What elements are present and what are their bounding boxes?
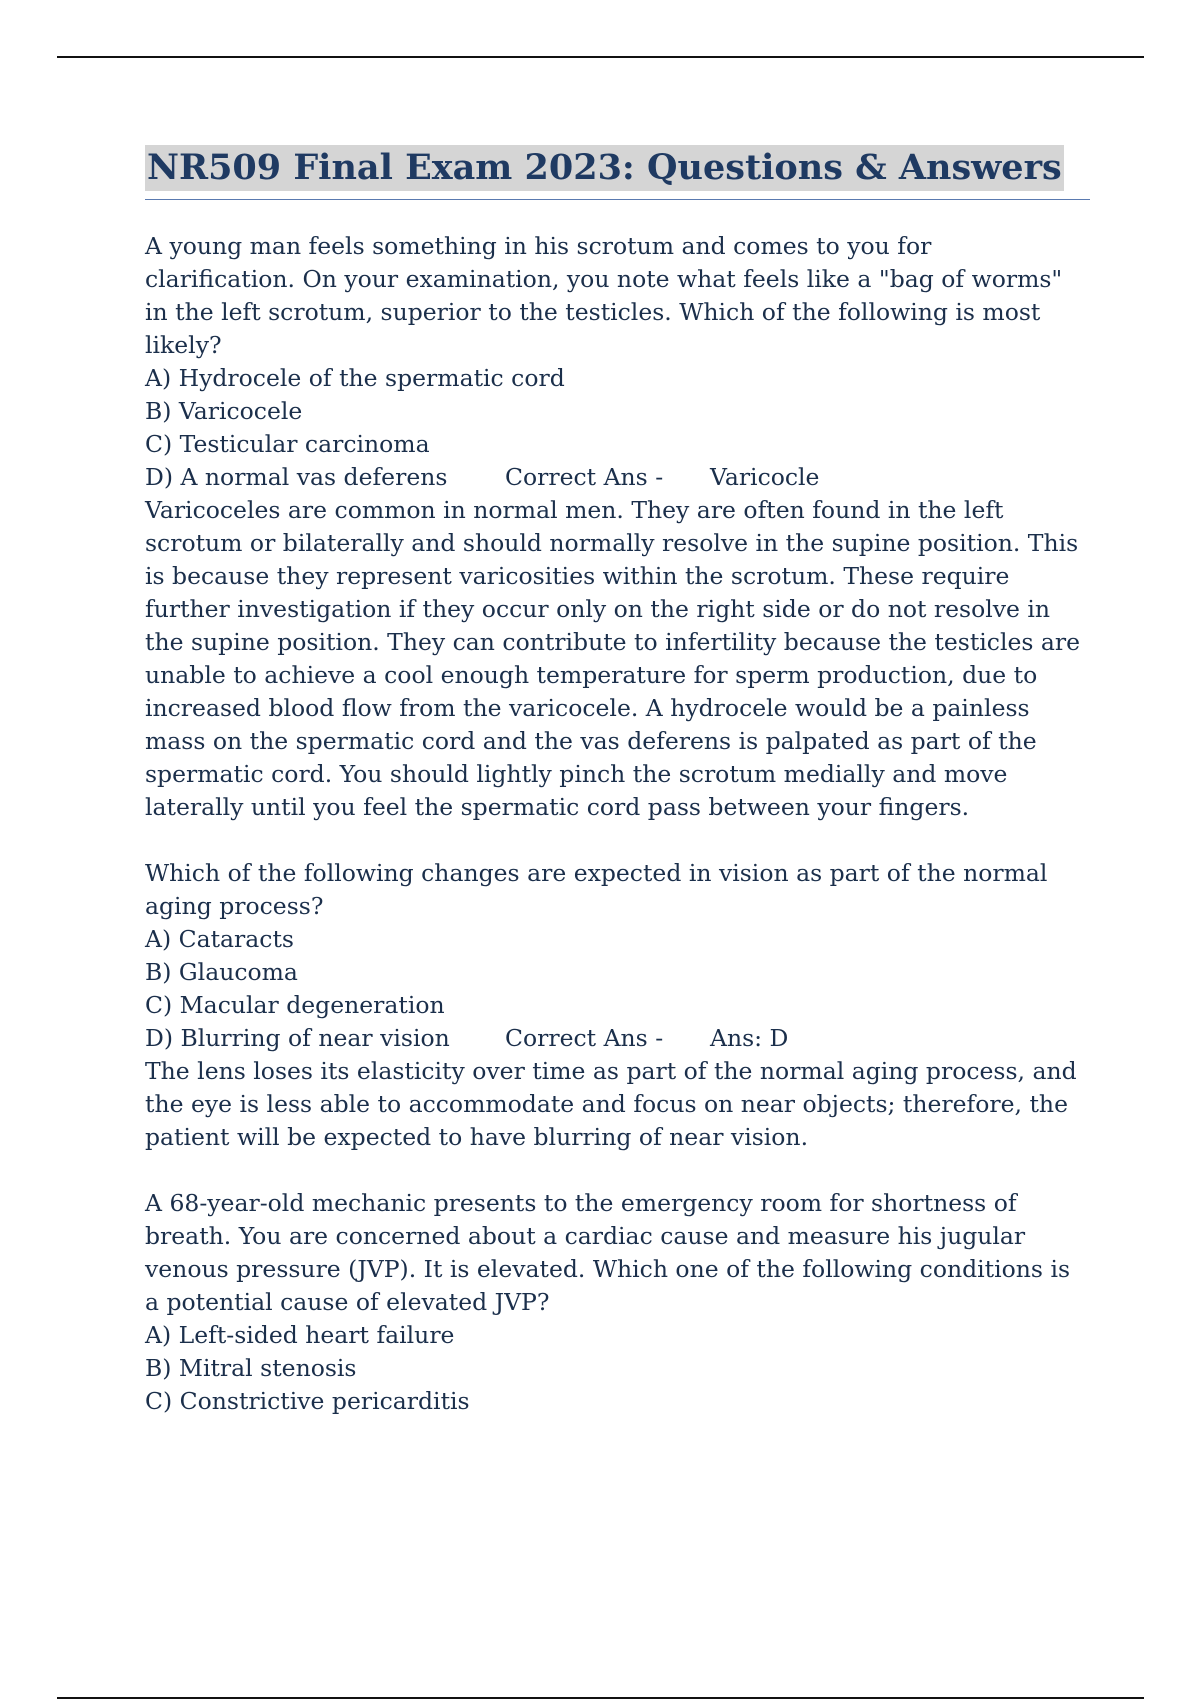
document-page xyxy=(145,145,1090,1451)
question-3 xyxy=(145,1187,1090,1418)
question-1-explanation-line: laterally until you feel the spermatic cord pass between your fingers. xyxy=(145,793,970,821)
question-1-explanation-line: mass on the spermatic cord and the vas deferens is palpated as part of the xyxy=(145,727,1037,755)
question-3-stem-line: venous pressure (JVP). It is elevated. Which one of the following conditions is xyxy=(145,1255,1071,1283)
question-1 xyxy=(145,230,1090,824)
question-2-answer-value: Ans: D xyxy=(710,1024,789,1052)
question-1-explanation-line: Varicoceles are common in normal men. They are often found in the left xyxy=(145,496,1004,524)
question-2-option-c: C) Macular degeneration xyxy=(145,991,445,1019)
question-2-stem-line: Which of the following changes are expected in vision as part of the normal xyxy=(145,859,1048,887)
question-1-explanation-line: spermatic cord. You should lightly pinch the scrotum medially and move xyxy=(145,760,1008,788)
page-top-rule xyxy=(57,56,1144,58)
question-1-option-c: C) Testicular carcinoma xyxy=(145,430,430,458)
question-1-stem-line: in the left scrotum, superior to the testicles. Which of the following is most xyxy=(145,298,1041,326)
question-3-stem-line: a potential cause of elevated JVP? xyxy=(145,1288,550,1316)
question-1-option-a: A) Hydrocele of the spermatic cord xyxy=(145,364,565,392)
question-1-stem-line: likely? xyxy=(145,331,222,359)
question-3-option-c: C) Constrictive pericarditis xyxy=(145,1387,470,1415)
question-2-stem-line: aging process? xyxy=(145,892,324,920)
question-1-answer-row xyxy=(145,461,1090,494)
question-1-stem-line: A young man feels something in his scrotum and comes to you for xyxy=(145,232,932,260)
question-1-stem-line: clarification. On your examination, you note what feels like a "bag of worms" xyxy=(145,265,1063,293)
question-2-explanation-line: the eye is less able to accommodate and focus on near objects; therefore, the xyxy=(145,1090,1068,1118)
question-2-option-d: D) Blurring of near vision xyxy=(145,1024,450,1052)
title-block xyxy=(145,145,1090,200)
question-1-answer-value: Varicocle xyxy=(710,463,820,491)
question-2 xyxy=(145,857,1090,1154)
question-1-explanation-line: scrotum or bilaterally and should normally resolve in the supine position. This xyxy=(145,529,1079,557)
question-2-explanation-line: The lens loses its elasticity over time as part of the normal aging process, and xyxy=(145,1057,1077,1085)
question-2-option-a: A) Cataracts xyxy=(145,925,294,953)
question-1-answer-label: Correct Ans - xyxy=(505,463,664,491)
question-1-explanation-line: is because they represent varicosities within the scrotum. These require xyxy=(145,562,1010,590)
question-1-option-d: D) A normal vas deferens xyxy=(145,463,448,491)
page-bottom-rule xyxy=(57,1697,1144,1699)
question-2-option-b: B) Glaucoma xyxy=(145,958,298,986)
question-3-option-a: A) Left-sided heart failure xyxy=(145,1321,455,1349)
question-1-explanation-line: further investigation if they occur only on the right side or do not resolve in xyxy=(145,595,1051,623)
question-3-stem-line: breath. You are concerned about a cardiac cause and measure his jugular xyxy=(145,1222,1026,1250)
question-2-answer-label: Correct Ans - xyxy=(505,1024,664,1052)
document-title: NR509 Final Exam 2023: Questions & Answers xyxy=(145,145,1064,191)
question-2-answer-row xyxy=(145,1022,1090,1055)
question-3-option-b: B) Mitral stenosis xyxy=(145,1354,357,1382)
question-1-explanation-line: unable to achieve a cool enough temperature for sperm production, due to xyxy=(145,661,1038,689)
question-1-explanation-line: the supine position. They can contribute to infertility because the testicles are xyxy=(145,628,1081,656)
question-1-option-b: B) Varicocele xyxy=(145,397,303,425)
question-3-stem-line: A 68-year-old mechanic presents to the emergency room for shortness of xyxy=(145,1189,1017,1217)
question-2-explanation-line: patient will be expected to have blurring of near vision. xyxy=(145,1123,809,1151)
question-1-explanation-line: increased blood flow from the varicocele. A hydrocele would be a painless xyxy=(145,694,1030,722)
